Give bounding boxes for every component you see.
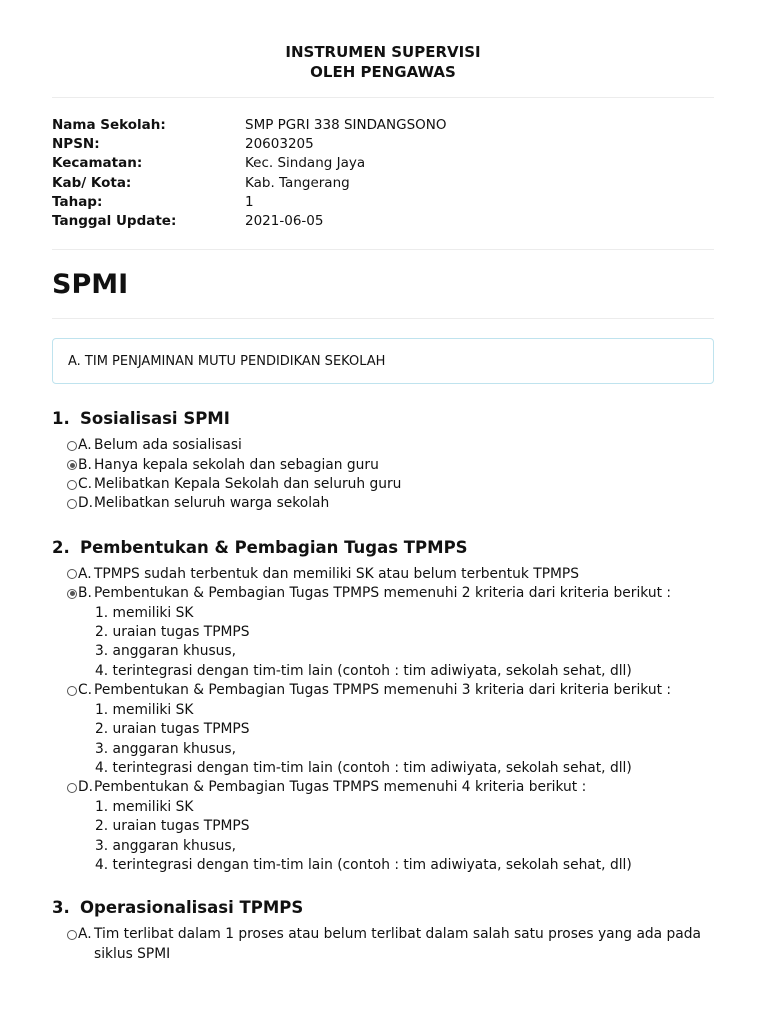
school-info-label: Tanggal Update: bbox=[52, 213, 177, 230]
radio-unchecked-icon[interactable] bbox=[67, 686, 77, 696]
school-info bbox=[52, 116, 714, 231]
question-options bbox=[52, 925, 714, 964]
option-text: Melibatkan Kepala Sekolah dan seluruh guru bbox=[94, 476, 402, 493]
criteria-item: 1. memiliki SK bbox=[95, 798, 194, 815]
option-letter: A. bbox=[78, 565, 92, 582]
school-info-label: Kab/ Kota: bbox=[52, 174, 132, 191]
document-title bbox=[52, 0, 714, 82]
option-letter: A. bbox=[78, 926, 92, 943]
option-item[interactable] bbox=[67, 565, 714, 584]
option-letter: B. bbox=[78, 456, 92, 473]
criteria-item: 4. terintegrasi dengan tim-tim lain (contoh : tim adiwiyata, sekolah sehat, dll) bbox=[95, 662, 632, 679]
criteria-item: 4. terintegrasi dengan tim-tim lain (contoh : tim adiwiyata, sekolah sehat, dll) bbox=[95, 856, 632, 873]
question-title-text: Pembentukan & Pembagian Tugas TPMPS bbox=[80, 537, 468, 557]
option-letter: D. bbox=[78, 495, 94, 512]
option-item[interactable] bbox=[67, 778, 714, 797]
divider bbox=[52, 318, 714, 319]
option-item[interactable] bbox=[67, 584, 714, 603]
question-number: 2. bbox=[52, 537, 70, 557]
question-1 bbox=[52, 408, 714, 514]
question-number: 1. bbox=[52, 409, 70, 429]
radio-unchecked-icon[interactable] bbox=[67, 783, 77, 793]
option-text: Pembentukan & Pembagian Tugas TPMPS memenuhi 4 kriteria berikut : bbox=[94, 779, 587, 796]
school-info-value: Kab. Tangerang bbox=[245, 174, 350, 191]
school-info-value: 20603205 bbox=[245, 136, 314, 153]
question-options bbox=[52, 436, 714, 514]
school-info-row bbox=[52, 154, 714, 173]
option-letter: C. bbox=[78, 682, 93, 699]
criteria-item: 3. anggaran khusus, bbox=[95, 643, 236, 660]
option-item[interactable] bbox=[67, 681, 714, 700]
school-info-row bbox=[52, 193, 714, 212]
question-title bbox=[52, 537, 714, 559]
school-info-label: Tahap: bbox=[52, 193, 103, 210]
option-text: Hanya kepala sekolah dan sebagian guru bbox=[94, 456, 379, 473]
subsection-box-text: A. TIM PENJAMINAN MUTU PENDIDIKAN SEKOLAH bbox=[68, 353, 386, 369]
section-title: SPMI bbox=[52, 269, 129, 301]
school-info-label: Nama Sekolah: bbox=[52, 117, 166, 133]
criteria-item: 3. anggaran khusus, bbox=[95, 837, 236, 854]
option-item[interactable] bbox=[67, 494, 714, 513]
school-info-value: 2021-06-05 bbox=[245, 213, 324, 230]
option-text: TPMPS sudah terbentuk dan memiliki SK atau belum terbentuk TPMPS bbox=[94, 565, 580, 582]
question-title bbox=[52, 408, 714, 430]
subsection-box bbox=[52, 338, 714, 384]
option-item[interactable] bbox=[67, 436, 714, 455]
option-text: Pembentukan & Pembagian Tugas TPMPS memenuhi 2 kriteria dari kriteria berikut : bbox=[94, 585, 672, 602]
option-text: Melibatkan seluruh warga sekolah bbox=[94, 495, 330, 512]
question-title-text: Sosialisasi SPMI bbox=[80, 409, 230, 429]
question-2 bbox=[52, 537, 714, 876]
option-text: Pembentukan & Pembagian Tugas TPMPS memenuhi 3 kriteria dari kriteria berikut : bbox=[94, 682, 672, 699]
question-title bbox=[52, 897, 714, 919]
option-text: Belum ada sosialisasi bbox=[94, 437, 242, 454]
option-letter: D. bbox=[78, 779, 94, 796]
radio-checked-icon[interactable] bbox=[67, 589, 77, 599]
option-letter: C. bbox=[78, 476, 93, 493]
question-3 bbox=[52, 897, 714, 964]
school-info-row bbox=[52, 174, 714, 193]
criteria-item: 4. terintegrasi dengan tim-tim lain (contoh : tim adiwiyata, sekolah sehat, dll) bbox=[95, 759, 632, 776]
criteria-item: 1. memiliki SK bbox=[95, 701, 194, 718]
question-options bbox=[52, 565, 714, 876]
question-title-text: Operasionalisasi TPMPS bbox=[80, 898, 304, 918]
school-info-value: 1 bbox=[245, 193, 254, 210]
document-title-line2: OLEH PENGAWAS bbox=[310, 63, 456, 81]
radio-unchecked-icon[interactable] bbox=[67, 499, 77, 509]
radio-unchecked-icon[interactable] bbox=[67, 441, 77, 451]
divider bbox=[52, 97, 714, 98]
school-info-value: SMP PGRI 338 SINDANGSONO bbox=[245, 117, 447, 133]
radio-unchecked-icon[interactable] bbox=[67, 930, 77, 940]
option-item[interactable] bbox=[67, 475, 714, 494]
radio-unchecked-icon[interactable] bbox=[67, 569, 77, 579]
school-info-label: Kecamatan: bbox=[52, 155, 143, 172]
criteria-item: 1. memiliki SK bbox=[95, 604, 194, 621]
option-text: Tim terlibat dalam 1 proses atau belum terlibat dalam salah satu proses yang ada pada siklus SPMI bbox=[94, 926, 701, 962]
radio-checked-icon[interactable] bbox=[67, 460, 77, 470]
option-item[interactable] bbox=[67, 456, 714, 475]
radio-unchecked-icon[interactable] bbox=[67, 480, 77, 490]
option-letter: A. bbox=[78, 437, 92, 454]
school-info-value: Kec. Sindang Jaya bbox=[245, 155, 366, 172]
school-info-row bbox=[52, 116, 714, 135]
document-title-line1: INSTRUMEN SUPERVISI bbox=[285, 43, 481, 61]
divider bbox=[52, 249, 714, 250]
school-info-row bbox=[52, 135, 714, 154]
criteria-item: 3. anggaran khusus, bbox=[95, 740, 236, 757]
criteria-item: 2. uraian tugas TPMPS bbox=[95, 721, 250, 738]
option-letter: B. bbox=[78, 585, 92, 602]
option-item[interactable] bbox=[67, 925, 714, 964]
school-info-row bbox=[52, 212, 714, 231]
criteria-item: 2. uraian tugas TPMPS bbox=[95, 818, 250, 835]
criteria-item: 2. uraian tugas TPMPS bbox=[95, 624, 250, 641]
school-info-label: NPSN: bbox=[52, 136, 100, 153]
question-number: 3. bbox=[52, 898, 70, 918]
